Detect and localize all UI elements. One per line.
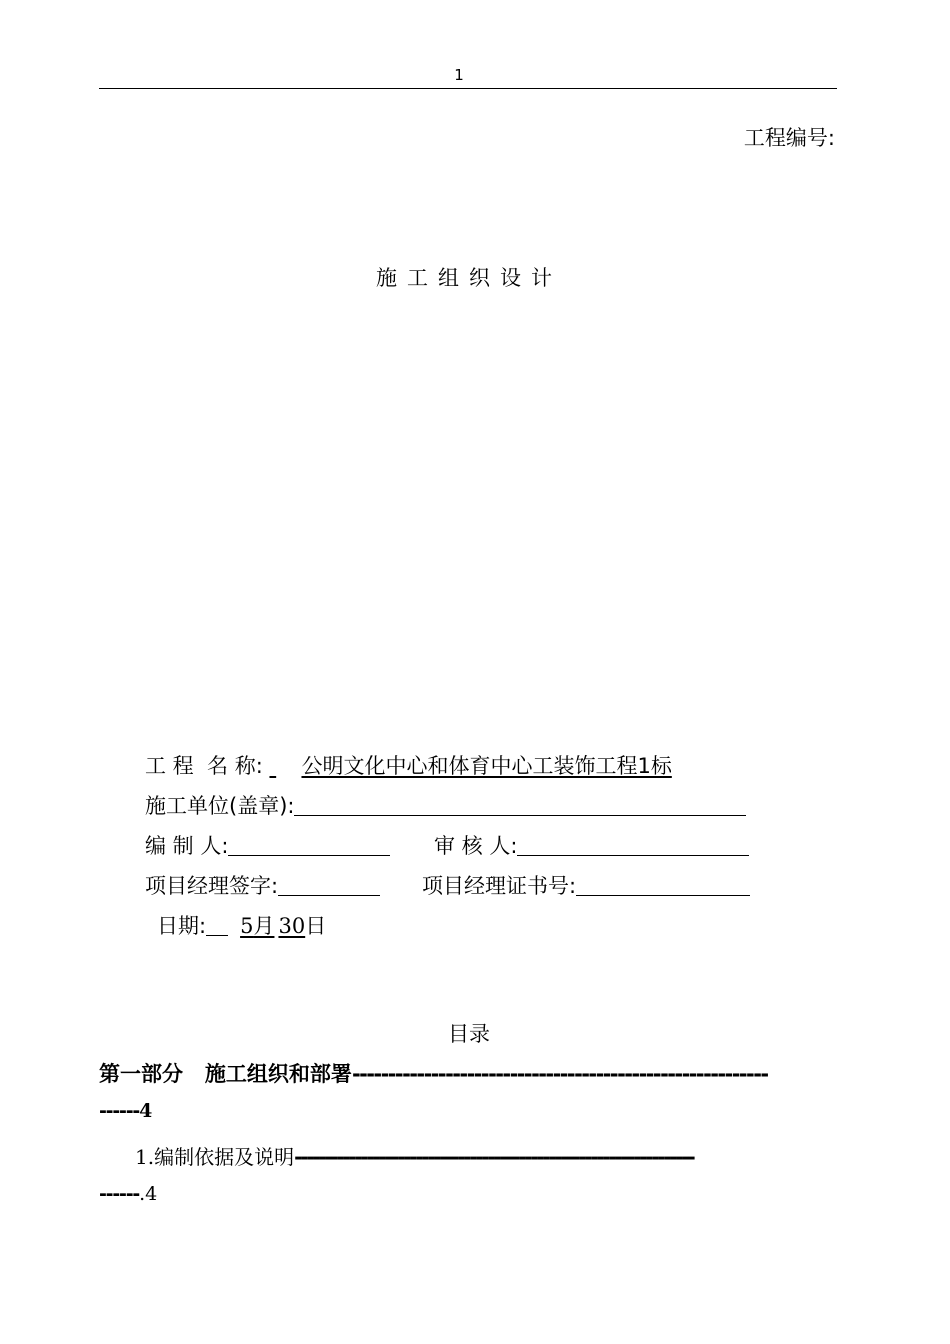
project-name-underline-lead [269,751,301,781]
date-label: 日期: [157,914,207,938]
date-day: 30 [278,914,306,938]
toc-entry-2[interactable] [135,1141,693,1170]
compiler-row [145,831,390,861]
construction-unit-field[interactable] [294,791,746,816]
project-name-label: 工 程 名 称: [145,754,263,778]
toc-entry-1-page: 4 [139,1100,153,1122]
toc-entry-1-continuation [99,1100,152,1122]
toc-entry-2-leader: ------------------------------------------------------------------ [294,1145,694,1169]
pm-signature-field[interactable] [278,871,380,896]
pm-certificate-row [422,871,750,901]
construction-unit-label: 施工单位(盖章): [145,794,295,818]
toc-title: 目录 [448,1022,490,1046]
toc-entry-1[interactable] [99,1058,768,1088]
pm-certificate-label: 项目经理证书号: [422,874,577,898]
construction-unit-row [145,791,746,821]
toc-entry-2-leader-2: ------ [99,1183,140,1205]
page-number: 1 [454,66,464,84]
date-month-unit: 月 [253,914,275,938]
header-rule [99,88,837,89]
reviewer-field[interactable] [517,831,749,856]
date-day-unit: 日 [305,914,327,938]
project-name-value: 公明文化中心和体育中心工装饰工程1标 [301,754,672,778]
pm-signature-label: 项目经理签字: [145,874,279,898]
document-title: 施工组织设计 [376,266,562,290]
toc-entry-2-text: 1.编制依据及说明 [135,1145,295,1169]
reviewer-row [434,831,749,861]
toc-entry-1-text: 第一部分 施工组织和部署 [99,1062,352,1086]
compiler-field[interactable] [228,831,390,856]
date-year-field[interactable] [206,911,228,936]
toc-entry-1-leader-2: ------ [99,1100,140,1122]
project-name-row [145,751,672,781]
toc-entry-2-page: .4 [139,1183,158,1205]
compiler-label: 编 制 人: [145,834,229,858]
date-row [157,911,326,941]
project-number-label: 工程编号: [743,126,835,150]
pm-certificate-field[interactable] [576,871,750,896]
pm-signature-row [145,871,380,901]
toc-entry-2-continuation [99,1183,157,1205]
reviewer-label: 审 核 人: [434,834,518,858]
toc-entry-1-leader: ---------------------------------------------------------- [351,1062,768,1086]
date-month: 5 [240,914,254,938]
